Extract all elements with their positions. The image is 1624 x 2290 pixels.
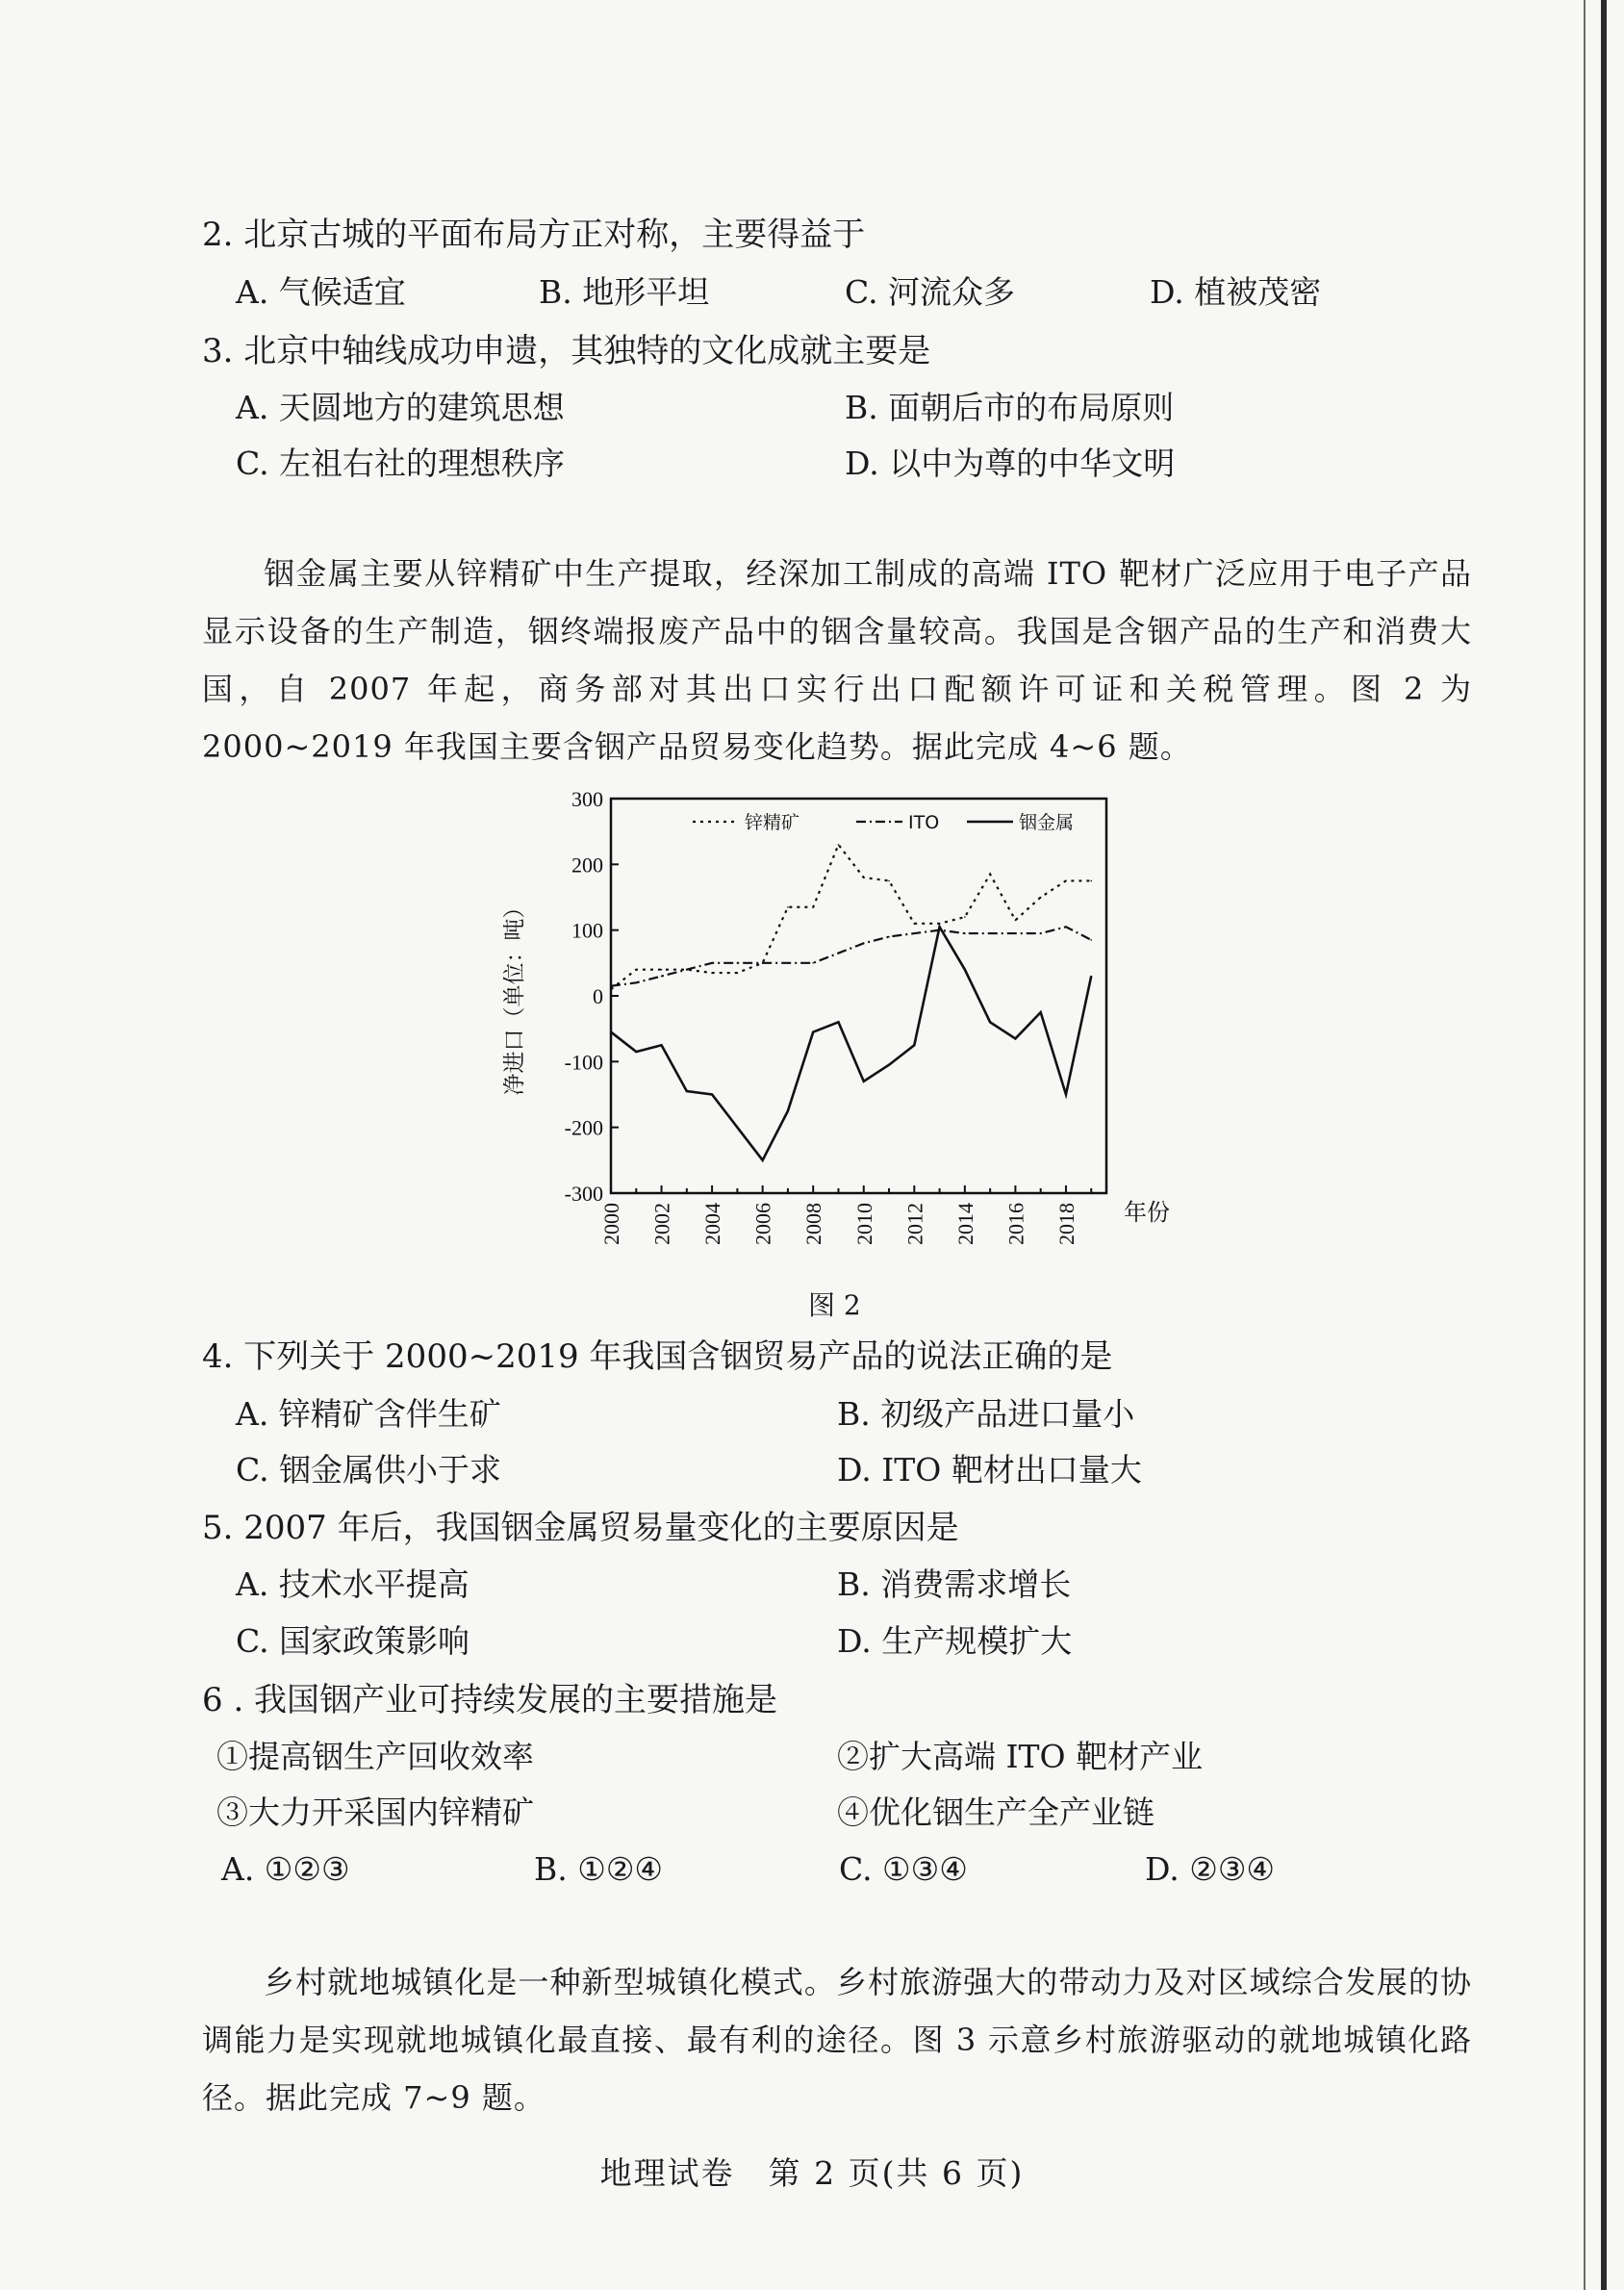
data-point-s1 <box>787 906 789 908</box>
x-axis-label: 年份 <box>1124 1199 1170 1226</box>
q5-option-a: A. 技术水平提高 <box>236 1565 469 1603</box>
data-point-s3 <box>888 1064 890 1066</box>
data-point-s2 <box>914 932 916 934</box>
y-tick-label: 200 <box>571 852 603 878</box>
q2-option-d: D. 植被茂密 <box>1150 273 1322 311</box>
data-point-s2 <box>1040 932 1042 934</box>
question-4-stem: 4. 下列关于 2000~2019 年我国含铟贸易产品的说法正确的是 <box>202 1337 1113 1376</box>
q6-option-c: C. ①③④ <box>839 1850 968 1888</box>
question-6-stem: 6 . 我国铟产业可持续发展的主要措施是 <box>202 1681 778 1719</box>
data-point-s2 <box>1090 939 1092 941</box>
data-point-s2 <box>711 962 713 964</box>
q4-option-a: A. 锌精矿含伴生矿 <box>236 1395 501 1433</box>
data-point-s3 <box>989 1022 991 1024</box>
figure-2-caption: 图 2 <box>808 1289 861 1321</box>
page-footer: 地理试卷 第 2 页(共 6 页) <box>599 2154 1025 2192</box>
data-point-s3 <box>661 1044 663 1046</box>
y-tick-label: -100 <box>564 1050 603 1075</box>
data-point-s1 <box>737 972 739 974</box>
data-point-s3 <box>787 1110 789 1112</box>
data-point-s1 <box>610 988 612 990</box>
data-point-s2 <box>1015 932 1017 934</box>
data-point-s1 <box>635 969 637 971</box>
data-point-s2 <box>888 936 890 938</box>
data-point-s2 <box>737 962 739 964</box>
data-point-s1 <box>838 844 840 846</box>
q2-option-a: A. 气候适宜 <box>236 273 406 311</box>
data-point-s1 <box>863 877 865 878</box>
y-tick-label: 100 <box>571 918 603 943</box>
q6-item-3: ③大力开采国内锌精矿 <box>216 1794 534 1831</box>
y-tick-label: -200 <box>564 1115 603 1140</box>
x-tick-label: 2018 <box>1053 1203 1078 1245</box>
q6-item-1: ①提高铟生产回收效率 <box>216 1738 534 1775</box>
data-point-s2 <box>686 969 688 971</box>
y-tick-label: 0 <box>593 984 603 1008</box>
x-tick-label: 2006 <box>750 1203 775 1245</box>
legend-label-2: ITO <box>908 812 940 833</box>
scan-edge-shadow <box>1584 0 1586 2290</box>
q4-option-c: C. 铟金属供小于求 <box>236 1451 502 1488</box>
data-point-s3 <box>1015 1038 1017 1040</box>
data-point-s1 <box>711 972 713 974</box>
q6-option-d: D. ②③④ <box>1145 1850 1276 1888</box>
data-point-s3 <box>964 969 966 971</box>
q3-option-a: A. 天圆地方的建筑思想 <box>236 389 565 426</box>
data-point-s2 <box>635 982 637 984</box>
data-point-s1 <box>964 916 966 918</box>
question-3-stem: 3. 北京中轴线成功申遗，其独特的文化成就主要是 <box>202 332 931 370</box>
data-point-s3 <box>711 1094 713 1096</box>
y-axis-label: 净进口（单位：吨） <box>502 896 527 1096</box>
x-tick-label: 2004 <box>700 1203 725 1245</box>
question-5-stem: 5. 2007 年后，我国铟金属贸易量变化的主要原因是 <box>202 1509 959 1547</box>
q4-option-d: D. ITO 靶材出口量大 <box>837 1451 1142 1488</box>
data-point-s1 <box>888 880 890 882</box>
series-line-2 <box>611 927 1091 986</box>
data-point-s3 <box>838 1022 840 1024</box>
q6-option-b: B. ①②④ <box>534 1850 663 1888</box>
x-tick-label: 2014 <box>952 1203 977 1245</box>
q2-option-c: C. 河流众多 <box>845 273 1016 311</box>
y-tick-label: -300 <box>564 1182 603 1206</box>
data-point-s2 <box>787 962 789 964</box>
series-line-3 <box>611 927 1091 1160</box>
data-point-s1 <box>1065 880 1067 882</box>
q2-option-b: B. 地形平坦 <box>539 273 710 311</box>
q3-option-b: B. 面朝后市的布局原则 <box>845 389 1175 426</box>
q5-option-d: D. 生产规模扩大 <box>837 1622 1073 1660</box>
passage-indium: 铟金属主要从锌精矿中生产提取，经深加工制成的高端 ITO 靶材广泛应用于电子产品显示设备的生产制造，铟终端报废产品中的铟含量较高。我国是含铟产品的生产和消费大国，自 2007 年起，商务部对其出口实行出口配额许可证和关税管理。图 2 为 2000~2019 年我国主要含铟产品贸易变化趋势。据此完成 4~6 题。 <box>202 555 1472 765</box>
q3-option-d: D. 以中为尊的中华文明 <box>845 445 1176 482</box>
data-point-s3 <box>737 1127 739 1129</box>
data-point-s2 <box>838 953 840 954</box>
data-point-s3 <box>863 1081 865 1082</box>
y-tick-label: 300 <box>571 787 603 811</box>
q6-item-2: ②扩大高端 ITO 靶材产业 <box>837 1738 1204 1775</box>
data-point-s2 <box>661 976 663 978</box>
q6-option-a: A. ①②③ <box>221 1850 350 1888</box>
data-point-s3 <box>610 1031 612 1033</box>
data-point-s2 <box>989 932 991 934</box>
data-point-s3 <box>1040 1011 1042 1013</box>
scan-edge <box>1601 0 1607 2290</box>
x-tick-label: 2012 <box>902 1203 927 1245</box>
q5-option-c: C. 国家政策影响 <box>236 1622 470 1660</box>
data-point-s1 <box>1015 920 1017 922</box>
data-point-s2 <box>1065 926 1067 928</box>
indium-trade-chart <box>481 781 1212 1282</box>
x-tick-label: 2016 <box>1003 1203 1028 1245</box>
data-point-s2 <box>762 962 764 964</box>
data-point-s1 <box>812 906 814 908</box>
series-line-1 <box>611 845 1091 989</box>
plot-frame <box>611 799 1106 1193</box>
data-point-s2 <box>964 932 966 934</box>
data-point-s1 <box>661 969 663 971</box>
data-point-s2 <box>812 962 814 964</box>
question-2-stem: 2. 北京古城的平面布局方正对称，主要得益于 <box>202 216 866 254</box>
data-point-s1 <box>914 923 916 925</box>
data-point-s2 <box>610 985 612 987</box>
x-tick-label: 2002 <box>649 1203 674 1245</box>
legend-label-3: 铟金属 <box>1019 812 1075 833</box>
x-tick-label: 2008 <box>801 1203 826 1245</box>
data-point-s3 <box>812 1031 814 1033</box>
q6-item-4: ④优化铟生产全产业链 <box>837 1794 1155 1831</box>
data-point-s1 <box>989 874 991 876</box>
data-point-s2 <box>863 943 865 945</box>
passage-rural-urbanization: 乡村就地城镇化是一种新型城镇化模式。乡村旅游强大的带动力及对区域综合发展的协调能力是实现就地城镇化最直接、最有利的途径。图 3 示意乡村旅游驱动的就地城镇化路径。据此完成 7~9 题。 <box>202 1964 1472 2116</box>
x-tick-label: 2000 <box>599 1203 623 1245</box>
data-point-s3 <box>762 1159 764 1161</box>
data-point-s3 <box>1090 976 1092 978</box>
q4-option-b: B. 初级产品进口量小 <box>837 1395 1135 1433</box>
data-point-s3 <box>635 1051 637 1053</box>
data-point-s3 <box>939 926 941 928</box>
data-point-s3 <box>1065 1094 1067 1096</box>
x-tick-label: 2010 <box>851 1203 876 1245</box>
data-point-s1 <box>1090 880 1092 882</box>
q5-option-b: B. 消费需求增长 <box>837 1565 1072 1603</box>
data-point-s3 <box>914 1044 916 1046</box>
legend-label-1: 锌精矿 <box>745 812 800 833</box>
data-point-s1 <box>1040 897 1042 899</box>
data-point-s3 <box>686 1090 688 1092</box>
q3-option-c: C. 左祖右社的理想秩序 <box>236 445 566 482</box>
